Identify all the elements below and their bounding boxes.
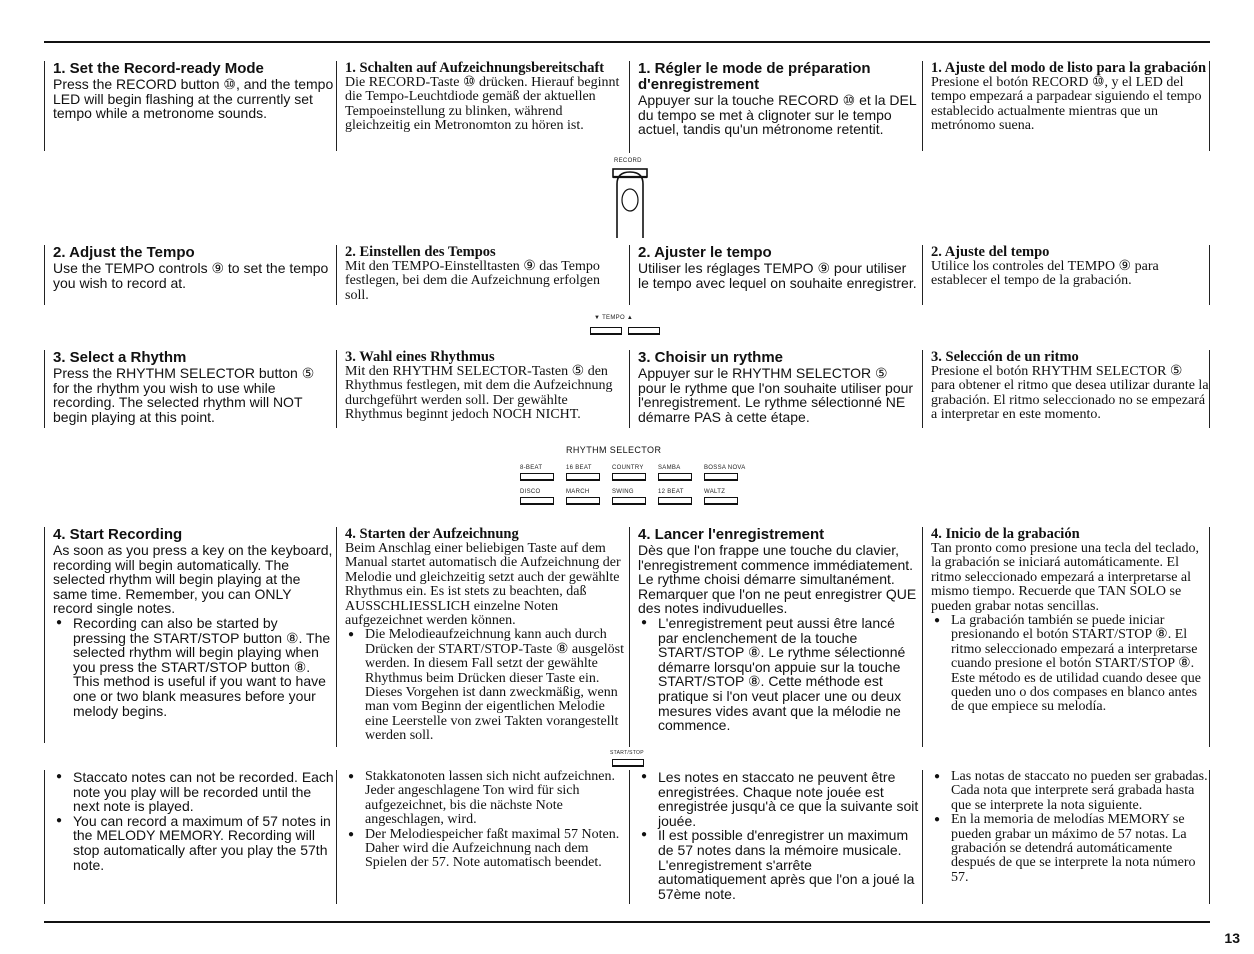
rhythm-button: [658, 497, 692, 505]
rhythm-button: [658, 473, 692, 481]
section-body: Mit den TEMPO-Einstelltasten ⑨ das Tempo festlegen, bei dem die Aufzeichnung erfolgen soll.: [345, 259, 601, 303]
section4-fr: [629, 527, 919, 747]
section-title: 4. Inicio de la grabación: [931, 526, 1080, 542]
section3-fr: [629, 350, 919, 428]
record-diagram: [600, 158, 660, 240]
record-label: RECORD: [614, 158, 642, 164]
section-body: Appuyer sur le RHYTHM SELECTOR ⑤ pour le rythme que l'on souhaite utiliser pour l'enregistrement. Le rythme sélectionné NE démarre PAS à cette étape.: [638, 365, 914, 425]
list-item: ● Die Melodieaufzeichnung kann auch durch Drücken der START/STOP-Taste ⑧ ausgelöst werden. In diesem Fall setzt der gewählte Rhythmus beim Drücken dieser Taste ein. Dieses Vorgehen ist dann zweckmäßig, wenn man vom Beginn der eigentlichen Melodie eine Leerstelle von zwei Takten vorangestellt werden soll.: [345, 628, 626, 743]
section1-en: [44, 61, 334, 151]
notes-list: [638, 770, 919, 901]
rhythm-button: [520, 497, 554, 505]
list-item: ● La grabación también se puede iniciar presionando el botón START/STOP ⑧. El ritmo seleccionado empezará a interpretarse cuando presione el botón START/STOP ⑧. Este método es de utilidad cuando desee que queden uno o dos compases en blanco antes de que empiece su melodía.: [931, 614, 1209, 715]
list-item: ● L'enregistrement peut aussi être lancé par enclenchement de la touche START/STOP ⑧. Le rythme sélectionné démarre lorsqu'on appuie sur la touche START/STOP ⑧. Cette méthode est pratique si l'on veut placer une ou deux mesures vides avant que la mélodie ne commence.: [638, 616, 919, 733]
page-number: 13: [1224, 930, 1240, 946]
notes-en: [44, 770, 334, 904]
rhythm-button-label: DISCO: [520, 489, 541, 495]
section3-en: [44, 350, 334, 428]
section-body: As soon as you press a key on the keyboard, recording will begin automatically. The selected rhythm will begin playing at the same time. Remember, you can ONLY record single notes.: [53, 542, 333, 617]
section-body: Beim Anschlag einer beliebigen Taste auf dem Manual startet automatisch die Aufzeichnung der Melodie und gleichzeitig setzt auch der gewählte Rhythmus ein. Es ist stets zu beachten, daß AUSSCHLIESSLICH einzelne Noten aufgezeichnet werden können.: [345, 541, 621, 629]
rhythm-button: [520, 473, 554, 481]
list-item: ● Der Melodiespeicher faßt maximal 57 Noten. Daher wird die Aufzeichnung nach dem Spielen der 57. Note automatisch beendet.: [345, 828, 626, 871]
rhythm-button-label: SWING: [612, 489, 634, 495]
section-body: Dès que l'on frappe une touche du clavier, l'enregistrement commence immédiatement. Le rythme choisi démarre simultanément. Remarquer que l'on ne peut enregistrer QUE des notes indivuduelles.: [638, 542, 917, 617]
rhythm-row-2: [520, 489, 760, 509]
list-item: ● Recording can also be started by pressing the START/STOP button ⑧. The selected rhythm will begin playing when you press the START/STOP button ⑧. This method is useful if you want to have one or two blank measures before your melody begins.: [53, 616, 334, 718]
rhythm-button: [612, 473, 646, 481]
list-item: ● You can record a maximum of 57 notes in the MELODY MEMORY. Recording will stop automatically after you play the 57th note.: [53, 814, 334, 872]
section-body: Tan pronto como presione una tecla del teclado, la grabación se iniciará automáticamente. El ritmo seleccionado empezará a interpretarse al mismo tiempo. Recuerde que TAN SOLO se pueden grabar notas sencillas.: [931, 541, 1200, 614]
rhythm-button-label: 16 BEAT: [566, 465, 592, 471]
tempo-diagram: [590, 315, 670, 341]
startstop-key: [612, 759, 644, 767]
section-title: 4. Start Recording: [53, 526, 183, 543]
section1-de: [336, 61, 626, 151]
section-title: 3. Choisir un rythme: [638, 349, 784, 366]
startstop-label: START/STOP: [610, 750, 644, 756]
section-body: Presione el botón RECORD ⑩, y el LED del tempo empezará a parpadear siguiendo el tempo establecido actualmente mientras que un metrónomo suena.: [931, 75, 1202, 134]
notes-de: [336, 770, 626, 904]
section-body: Appuyer sur la touche RECORD ⑩ et la DEL du tempo se met à clignoter sur le tempo actuel, tandis qu'un métronome retentit.: [638, 92, 917, 138]
rhythm-button-label: WALTZ: [704, 489, 726, 495]
rhythm-button-label: MARCH: [566, 489, 590, 495]
section-title: 3. Wahl eines Rhythmus: [345, 349, 495, 365]
section-title: 3. Selección de un ritmo: [931, 349, 1079, 365]
section-body: Utiliser les réglages TEMPO ⑨ pour utiliser le tempo avec lequel on souhaite enregistrer.: [638, 260, 917, 291]
section2-es: [922, 245, 1210, 305]
section-title: 1. Régler le mode de préparation d'enregistrement: [638, 60, 871, 93]
section-title: 1. Ajuste del modo de listo para la grabación: [931, 60, 1207, 76]
section-body: Utilice los controles del TEMPO ⑨ para establecer el tempo de la grabación.: [931, 259, 1159, 289]
rhythm-button: [566, 497, 600, 505]
section1-fr: [629, 61, 919, 153]
section-body: Mit den RHYTHM SELECTOR-Tasten ⑤ den Rhythmus festlegen, mit dem die Aufzeichnung durchgeführt werden soll. Der gewählte Rhythmus beginnt jedoch NOCH NICHT.: [345, 364, 613, 423]
section-title: 2. Ajuster le tempo: [638, 244, 772, 261]
section-title: 2. Adjust the Tempo: [53, 244, 195, 261]
section-body: Press the RECORD button ⑩, and the tempo LED will begin flashing at the currently set tempo while a metronome sounds.: [53, 76, 334, 122]
notes-list: [345, 770, 626, 871]
section-title: 3. Select a Rhythm: [53, 349, 187, 366]
rhythm-button: [704, 497, 738, 505]
notes-list: [931, 770, 1209, 885]
section-bullets: [638, 616, 919, 733]
section-title: 1. Set the Record-ready Mode: [53, 60, 264, 77]
section-body: Press the RHYTHM SELECTOR button ⑤ for the rhythm you wish to use while recording. The selected rhythm will NOT begin playing at this point.: [53, 365, 315, 425]
rhythm-button: [566, 473, 600, 481]
rhythm-button: [612, 497, 646, 505]
record-finger-icon: [600, 166, 660, 244]
section-body: Die RECORD-Taste ⑩ drücken. Hierauf beginnt die Tempo-Leuchtdiode gemäß der aktuellen Tempoeinstellung zu blinken, während gleichzeitig ein Metronomton zu hören ist.: [345, 75, 620, 134]
rhythm-button-label: 12 BEAT: [658, 489, 684, 495]
section-body: Presione el botón RHYTHM SELECTOR ⑤ para obtener el ritmo que desea utilizar durante la grabación. El ritmo seleccionado no se empezará a interpretar en este momento.: [931, 364, 1209, 423]
section3-es: [922, 350, 1210, 428]
rhythm-button-label: SAMBA: [658, 465, 681, 471]
section3-de: [336, 350, 626, 428]
list-item: ● Stakkatonoten lassen sich nicht aufzeichnen. Jeder angeschlagene Ton wird für sich aufgezeichnet, bis die nächste Note angeschlagen, wird.: [345, 770, 626, 828]
rhythm-button-label: 8-BEAT: [520, 465, 543, 471]
section-title: 2. Einstellen des Tempos: [345, 244, 496, 260]
list-item: ● En la memoria de melodías MEMORY se pueden grabar un máximo de 57 notas. La grabación se detendrá automáticamente después de que se interprete la nota número 57.: [931, 813, 1209, 885]
section1-es: [922, 61, 1210, 151]
list-item: ● Staccato notes can not be recorded. Each note you play will be recorded until the next note is played.: [53, 770, 334, 814]
list-item: ● Il est possible d'enregistrer un maximum de 57 notes dans la mémoire musicale. L'enregistrement s'arrête automatiquement après que l'on a joué la 57ème note.: [638, 828, 919, 901]
section2-en: [44, 245, 334, 305]
section-bullets: [345, 628, 626, 743]
rhythm-row-1: [520, 465, 760, 485]
section4-en: [44, 527, 334, 743]
section2-de: [336, 245, 626, 305]
rhythm-selector-label: RHYTHM SELECTOR: [566, 445, 662, 455]
list-item: ● Les notes en staccato ne peuvent être enregistrées. Chaque note jouée est enregistrée jusqu'à ce que la suivante soit jouée.: [638, 770, 919, 828]
bottom-rule: [44, 921, 1210, 923]
rhythm-button: [704, 473, 738, 481]
section4-de: [336, 527, 626, 747]
tempo-down-key: [590, 327, 622, 335]
section-title: 2. Ajuste del tempo: [931, 244, 1050, 260]
notes-fr: [629, 770, 919, 904]
section-bullets: [931, 614, 1209, 715]
section-title: 4. Starten der Aufzeichnung: [345, 526, 519, 542]
rhythm-selector-diagram: [520, 445, 760, 513]
top-rule: [44, 41, 1210, 43]
section-bullets: [53, 616, 334, 718]
section-title: 1. Schalten auf Aufzeichnungsbereitschaft: [345, 60, 605, 76]
startstop-diagram: [608, 750, 658, 772]
section2-fr: [629, 245, 919, 305]
tempo-label: ▼ TEMPO ▲: [594, 315, 634, 321]
list-item: ● Las notas de staccato no pueden ser grabadas. Cada nota que interprete será grabada hasta que se interprete la nota siguiente.: [931, 770, 1209, 813]
rhythm-button-label: BOSSA NOVA: [704, 465, 746, 471]
section-title: 4. Lancer l'enregistrement: [638, 526, 825, 543]
notes-es: [922, 770, 1210, 904]
tempo-up-key: [628, 327, 660, 335]
rhythm-button-label: COUNTRY: [612, 465, 644, 471]
section4-es: [922, 527, 1210, 747]
notes-list: [53, 770, 334, 872]
section-body: Use the TEMPO controls ⑨ to set the tempo you wish to record at.: [53, 260, 329, 291]
